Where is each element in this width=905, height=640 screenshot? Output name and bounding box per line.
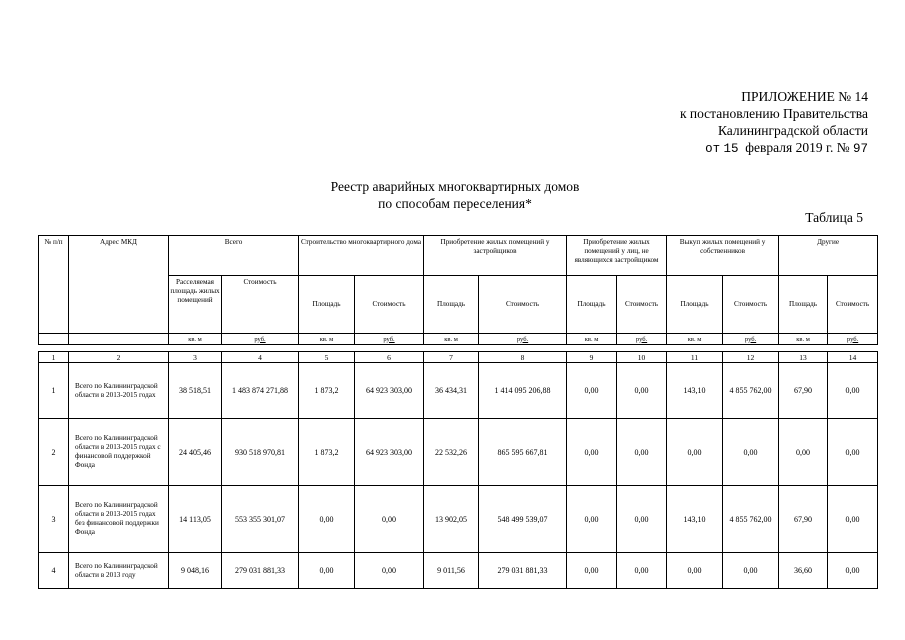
unit-sqm: кв. м	[567, 334, 617, 345]
column-number: 2	[69, 352, 169, 363]
row-value: 36 434,31	[424, 363, 479, 419]
row-value: 0,00	[299, 486, 355, 553]
column-number: 5	[299, 352, 355, 363]
appendix-date	[680, 139, 868, 158]
table-row	[39, 553, 878, 589]
unit-rub: руб.	[222, 334, 299, 345]
unit-rub: руб.	[723, 334, 779, 345]
appendix-title: ПРИЛОЖЕНИЕ № 14	[741, 89, 868, 104]
column-number: 13	[779, 352, 828, 363]
row-value: 0,00	[723, 419, 779, 486]
row-value: 36,60	[779, 553, 828, 589]
subheader-area: Площадь	[667, 276, 723, 334]
header-acquisition-other: Приобретение жилых помещений у лиц, не являющихся застройщиком	[567, 236, 667, 276]
row-value: 1 873,2	[299, 419, 355, 486]
date-number: 97	[852, 142, 868, 156]
units-empty	[69, 334, 169, 345]
row-address: Всего по Калининградской области в 2013-2015 годах без финансовой поддержки Фонда	[69, 486, 169, 553]
row-value: 0,00	[667, 553, 723, 589]
title-line-1: Реестр аварийных многоквартирных домов	[330, 179, 580, 194]
row-value: 1 483 874 271,88	[222, 363, 299, 419]
date-rest: февраля 2019 г. №	[745, 140, 850, 155]
subheader-area: Площадь	[779, 276, 828, 334]
row-value: 0,00	[617, 363, 667, 419]
header-num: № п/п	[39, 236, 69, 334]
header-total: Всего	[169, 236, 299, 276]
row-value: 0,00	[567, 553, 617, 589]
row-value: 1 873,2	[299, 363, 355, 419]
table-row	[39, 486, 878, 553]
row-value: 67,90	[779, 486, 828, 553]
row-value: 548 499 539,07	[479, 486, 567, 553]
unit-sqm: кв. м	[667, 334, 723, 345]
row-value: 0,00	[828, 363, 878, 419]
table-gap	[39, 345, 878, 352]
unit-sqm: кв. м	[169, 334, 222, 345]
row-value: 64 923 303,00	[355, 363, 424, 419]
column-number: 1	[39, 352, 69, 363]
column-number: 4	[222, 352, 299, 363]
header-other: Другие	[779, 236, 878, 276]
row-value: 0,00	[299, 553, 355, 589]
subheader-cost: Стоимость	[828, 276, 878, 334]
appendix-region: Калининградской области	[717, 123, 868, 138]
row-value: 0,00	[828, 553, 878, 589]
row-value: 14 113,05	[169, 486, 222, 553]
row-value: 0,00	[567, 486, 617, 553]
row-value: 22 532,26	[424, 419, 479, 486]
subheader-area: Площадь	[567, 276, 617, 334]
header-address: Адрес МКД	[69, 236, 169, 334]
row-value: 0,00	[828, 419, 878, 486]
row-value: 0,00	[667, 419, 723, 486]
row-value: 143,10	[667, 486, 723, 553]
row-value: 0,00	[355, 486, 424, 553]
row-value: 24 405,46	[169, 419, 222, 486]
title-line-2: по способам переселения*	[378, 196, 532, 211]
row-value: 64 923 303,00	[355, 419, 424, 486]
row-value: 67,90	[779, 363, 828, 419]
subheader-cost: Стоимость	[355, 276, 424, 334]
row-address: Всего по Калининградской области в 2013 году	[69, 553, 169, 589]
row-value: 0,00	[617, 486, 667, 553]
register-table	[38, 235, 878, 589]
row-value: 0,00	[828, 486, 878, 553]
row-number: 4	[39, 553, 69, 589]
appendix-block	[680, 88, 868, 158]
row-address: Всего по Калининградской области в 2013-2015 годах	[69, 363, 169, 419]
document-title	[240, 178, 670, 212]
row-value: 4 855 762,00	[723, 486, 779, 553]
row-value: 0,00	[567, 363, 617, 419]
row-value: 930 518 970,81	[222, 419, 299, 486]
row-number: 3	[39, 486, 69, 553]
unit-rub: руб.	[828, 334, 878, 345]
row-value: 4 855 762,00	[723, 363, 779, 419]
row-number: 2	[39, 419, 69, 486]
column-number: 6	[355, 352, 424, 363]
subheader-cost: Стоимость	[617, 276, 667, 334]
units-empty	[39, 334, 69, 345]
row-value: 0,00	[617, 419, 667, 486]
row-value: 0,00	[723, 553, 779, 589]
table-row	[39, 363, 878, 419]
subheader-settled-area: Расселяемая площадь жилых помещений	[169, 276, 222, 334]
row-number: 1	[39, 363, 69, 419]
column-number: 12	[723, 352, 779, 363]
column-number: 3	[169, 352, 222, 363]
header-acquisition-dev: Приобретение жилых помещений у застройщиков	[424, 236, 567, 276]
row-value: 9 011,56	[424, 553, 479, 589]
unit-sqm: кв. м	[424, 334, 479, 345]
row-value: 38 518,51	[169, 363, 222, 419]
row-value: 1 414 095 206,88	[479, 363, 567, 419]
table-label: Таблица 5	[805, 210, 863, 225]
row-value: 279 031 881,33	[222, 553, 299, 589]
column-number: 9	[567, 352, 617, 363]
subheader-total-cost: Стоимость	[222, 276, 299, 334]
row-value: 0,00	[617, 553, 667, 589]
subheader-cost: Стоимость	[723, 276, 779, 334]
column-number: 14	[828, 352, 878, 363]
row-value: 0,00	[355, 553, 424, 589]
row-value: 553 355 301,07	[222, 486, 299, 553]
subheader-cost: Стоимость	[479, 276, 567, 334]
row-value: 143,10	[667, 363, 723, 419]
date-day: 15	[723, 142, 739, 156]
subheader-area: Площадь	[299, 276, 355, 334]
unit-rub: руб.	[617, 334, 667, 345]
subheader-area: Площадь	[424, 276, 479, 334]
row-value: 279 031 881,33	[479, 553, 567, 589]
unit-rub: руб.	[355, 334, 424, 345]
row-value: 0,00	[567, 419, 617, 486]
row-value: 13 902,05	[424, 486, 479, 553]
row-address: Всего по Калининградской области в 2013-2015 годах с финансовой поддержкой Фонда	[69, 419, 169, 486]
column-number: 7	[424, 352, 479, 363]
table-row	[39, 419, 878, 486]
date-prefix: от	[705, 142, 721, 156]
row-value: 865 595 667,81	[479, 419, 567, 486]
appendix-resolution: к постановлению Правительства	[679, 106, 868, 121]
column-number: 11	[667, 352, 723, 363]
header-construction: Строительство многоквартирного дома	[299, 236, 424, 276]
row-value: 0,00	[779, 419, 828, 486]
column-number: 10	[617, 352, 667, 363]
unit-sqm: кв. м	[299, 334, 355, 345]
header-buyout: Выкуп жилых помещений у собственников	[667, 236, 779, 276]
column-number: 8	[479, 352, 567, 363]
unit-sqm: кв. м	[779, 334, 828, 345]
row-value: 9 048,16	[169, 553, 222, 589]
unit-rub: руб.	[479, 334, 567, 345]
